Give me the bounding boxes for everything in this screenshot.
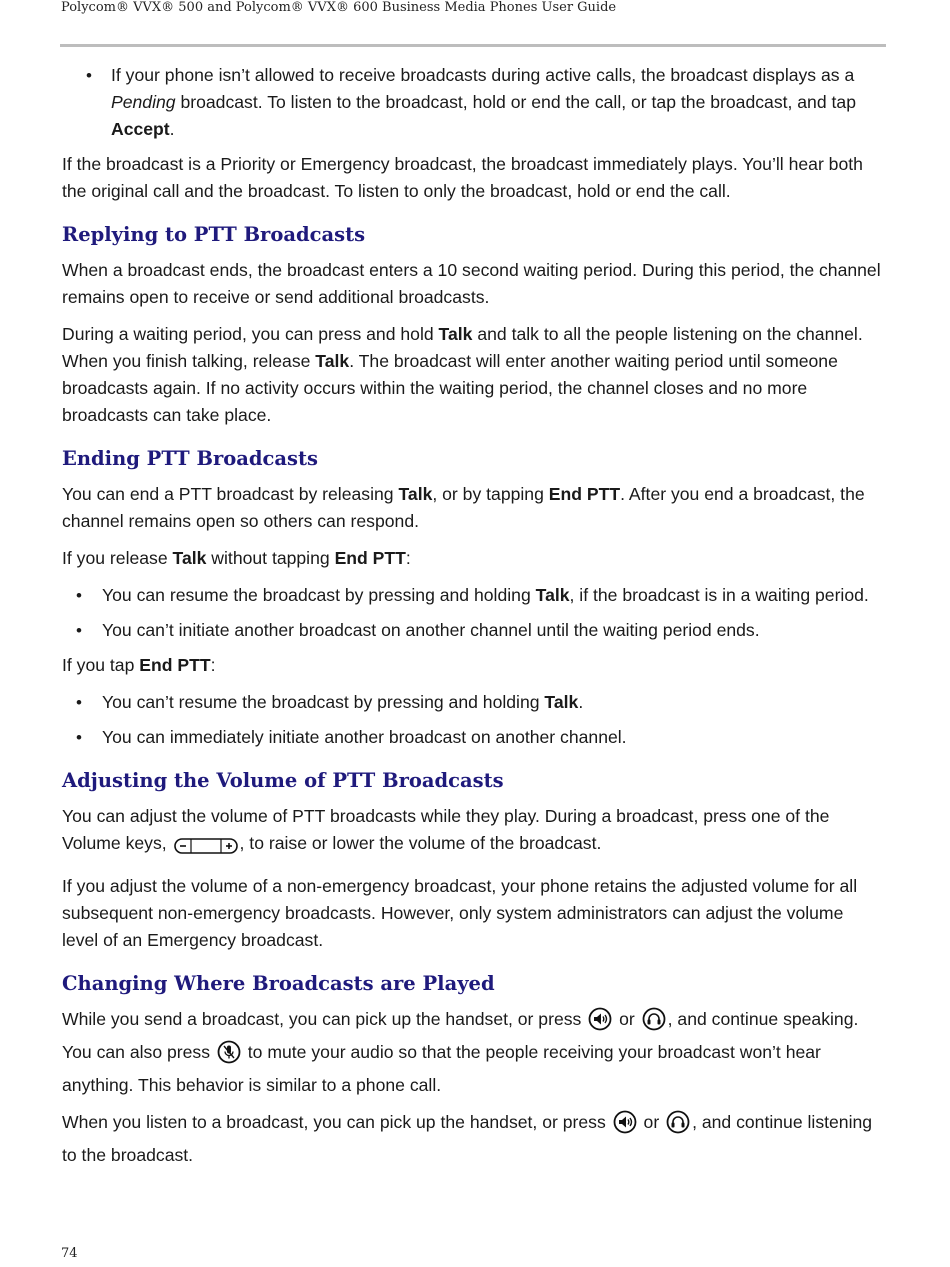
paragraph: When a broadcast ends, the broadcast enters a 10 second waiting period. During this period, the channel remains open to receive or send additional broadcasts.: [62, 260, 881, 307]
paragraph: If you release Talk without tapping End PTT:: [62, 548, 411, 568]
list-item: • You can resume the broadcast by pressing and holding Talk, if the broadcast is in a waiting period.: [62, 582, 884, 609]
release-talk-list: [62, 582, 884, 644]
page-number: 74: [61, 1246, 78, 1261]
page-content: [62, 62, 884, 1179]
paragraph: If you adjust the volume of a non-emergency broadcast, your phone retains the adjusted volume for all subsequent non-emergency broadcasts. However, only system administrators can adjust the volume level of an Emergency broadcast.: [62, 876, 858, 950]
headset-icon: [642, 1007, 666, 1039]
section-heading-ending: Ending PTT Broadcasts: [62, 447, 318, 470]
volume-keys-icon: [174, 836, 238, 863]
paragraph: During a waiting period, you can press and hold Talk and talk to all the people listening on the channel. When you finish talking, release Talk. The broadcast will enter another waiting period until someone broadcasts again. If no activity occurs within the waiting period, the channel closes and no more broadcasts can take place.: [62, 324, 863, 425]
paragraph: When you listen to a broadcast, you can pick up the handset, or press or , and continue listening to the broadcast.: [62, 1112, 873, 1165]
section-heading-replying: Replying to PTT Broadcasts: [62, 223, 366, 246]
section-heading-changing: Changing Where Broadcasts are Played: [62, 972, 495, 995]
speakerphone-icon: [588, 1007, 612, 1039]
section-heading-volume: Adjusting the Volume of PTT Broadcasts: [62, 769, 504, 792]
list-item: • You can’t resume the broadcast by pressing and holding Talk.: [62, 689, 884, 716]
running-header: Polycom® VVX® 500 and Polycom® VVX® 600 Business Media Phones User Guide: [61, 0, 617, 15]
intro-bullet-list: [62, 62, 884, 143]
list-item: • You can immediately initiate another broadcast on another channel.: [62, 724, 884, 751]
speakerphone-icon: [613, 1110, 637, 1142]
list-item: • If your phone isn’t allowed to receive broadcasts during active calls, the broadcast displays as a Pending broadcast. To listen to the broadcast, hold or end the call, or tap the broadcast, and tap Accept.: [62, 62, 884, 143]
paragraph: If you tap End PTT:: [62, 655, 216, 675]
paragraph: While you send a broadcast, you can pick up the handset, or press or , and continue speaking. You can also press to mute your audio so that the people receiving your broadcast won’t hear anything. This behavior is similar to a phone call.: [62, 1009, 859, 1095]
mute-icon: [217, 1040, 241, 1072]
paragraph: If the broadcast is a Priority or Emergency broadcast, the broadcast immediately plays. You’ll hear both the original call and the broadcast. To listen to only the broadcast, hold or end the call.: [62, 154, 863, 201]
paragraph: You can adjust the volume of PTT broadcasts while they play. During a broadcast, press one of the Volume keys, , to raise or lower the volume of the broadcast.: [62, 803, 884, 863]
list-item: • You can’t initiate another broadcast on another channel until the waiting period ends.: [62, 617, 884, 644]
tap-end-ptt-list: [62, 689, 884, 751]
headset-icon: [666, 1110, 690, 1142]
header-rule: [60, 44, 886, 47]
paragraph: You can end a PTT broadcast by releasing Talk, or by tapping End PTT. After you end a broadcast, the channel remains open so others can respond.: [62, 484, 865, 531]
